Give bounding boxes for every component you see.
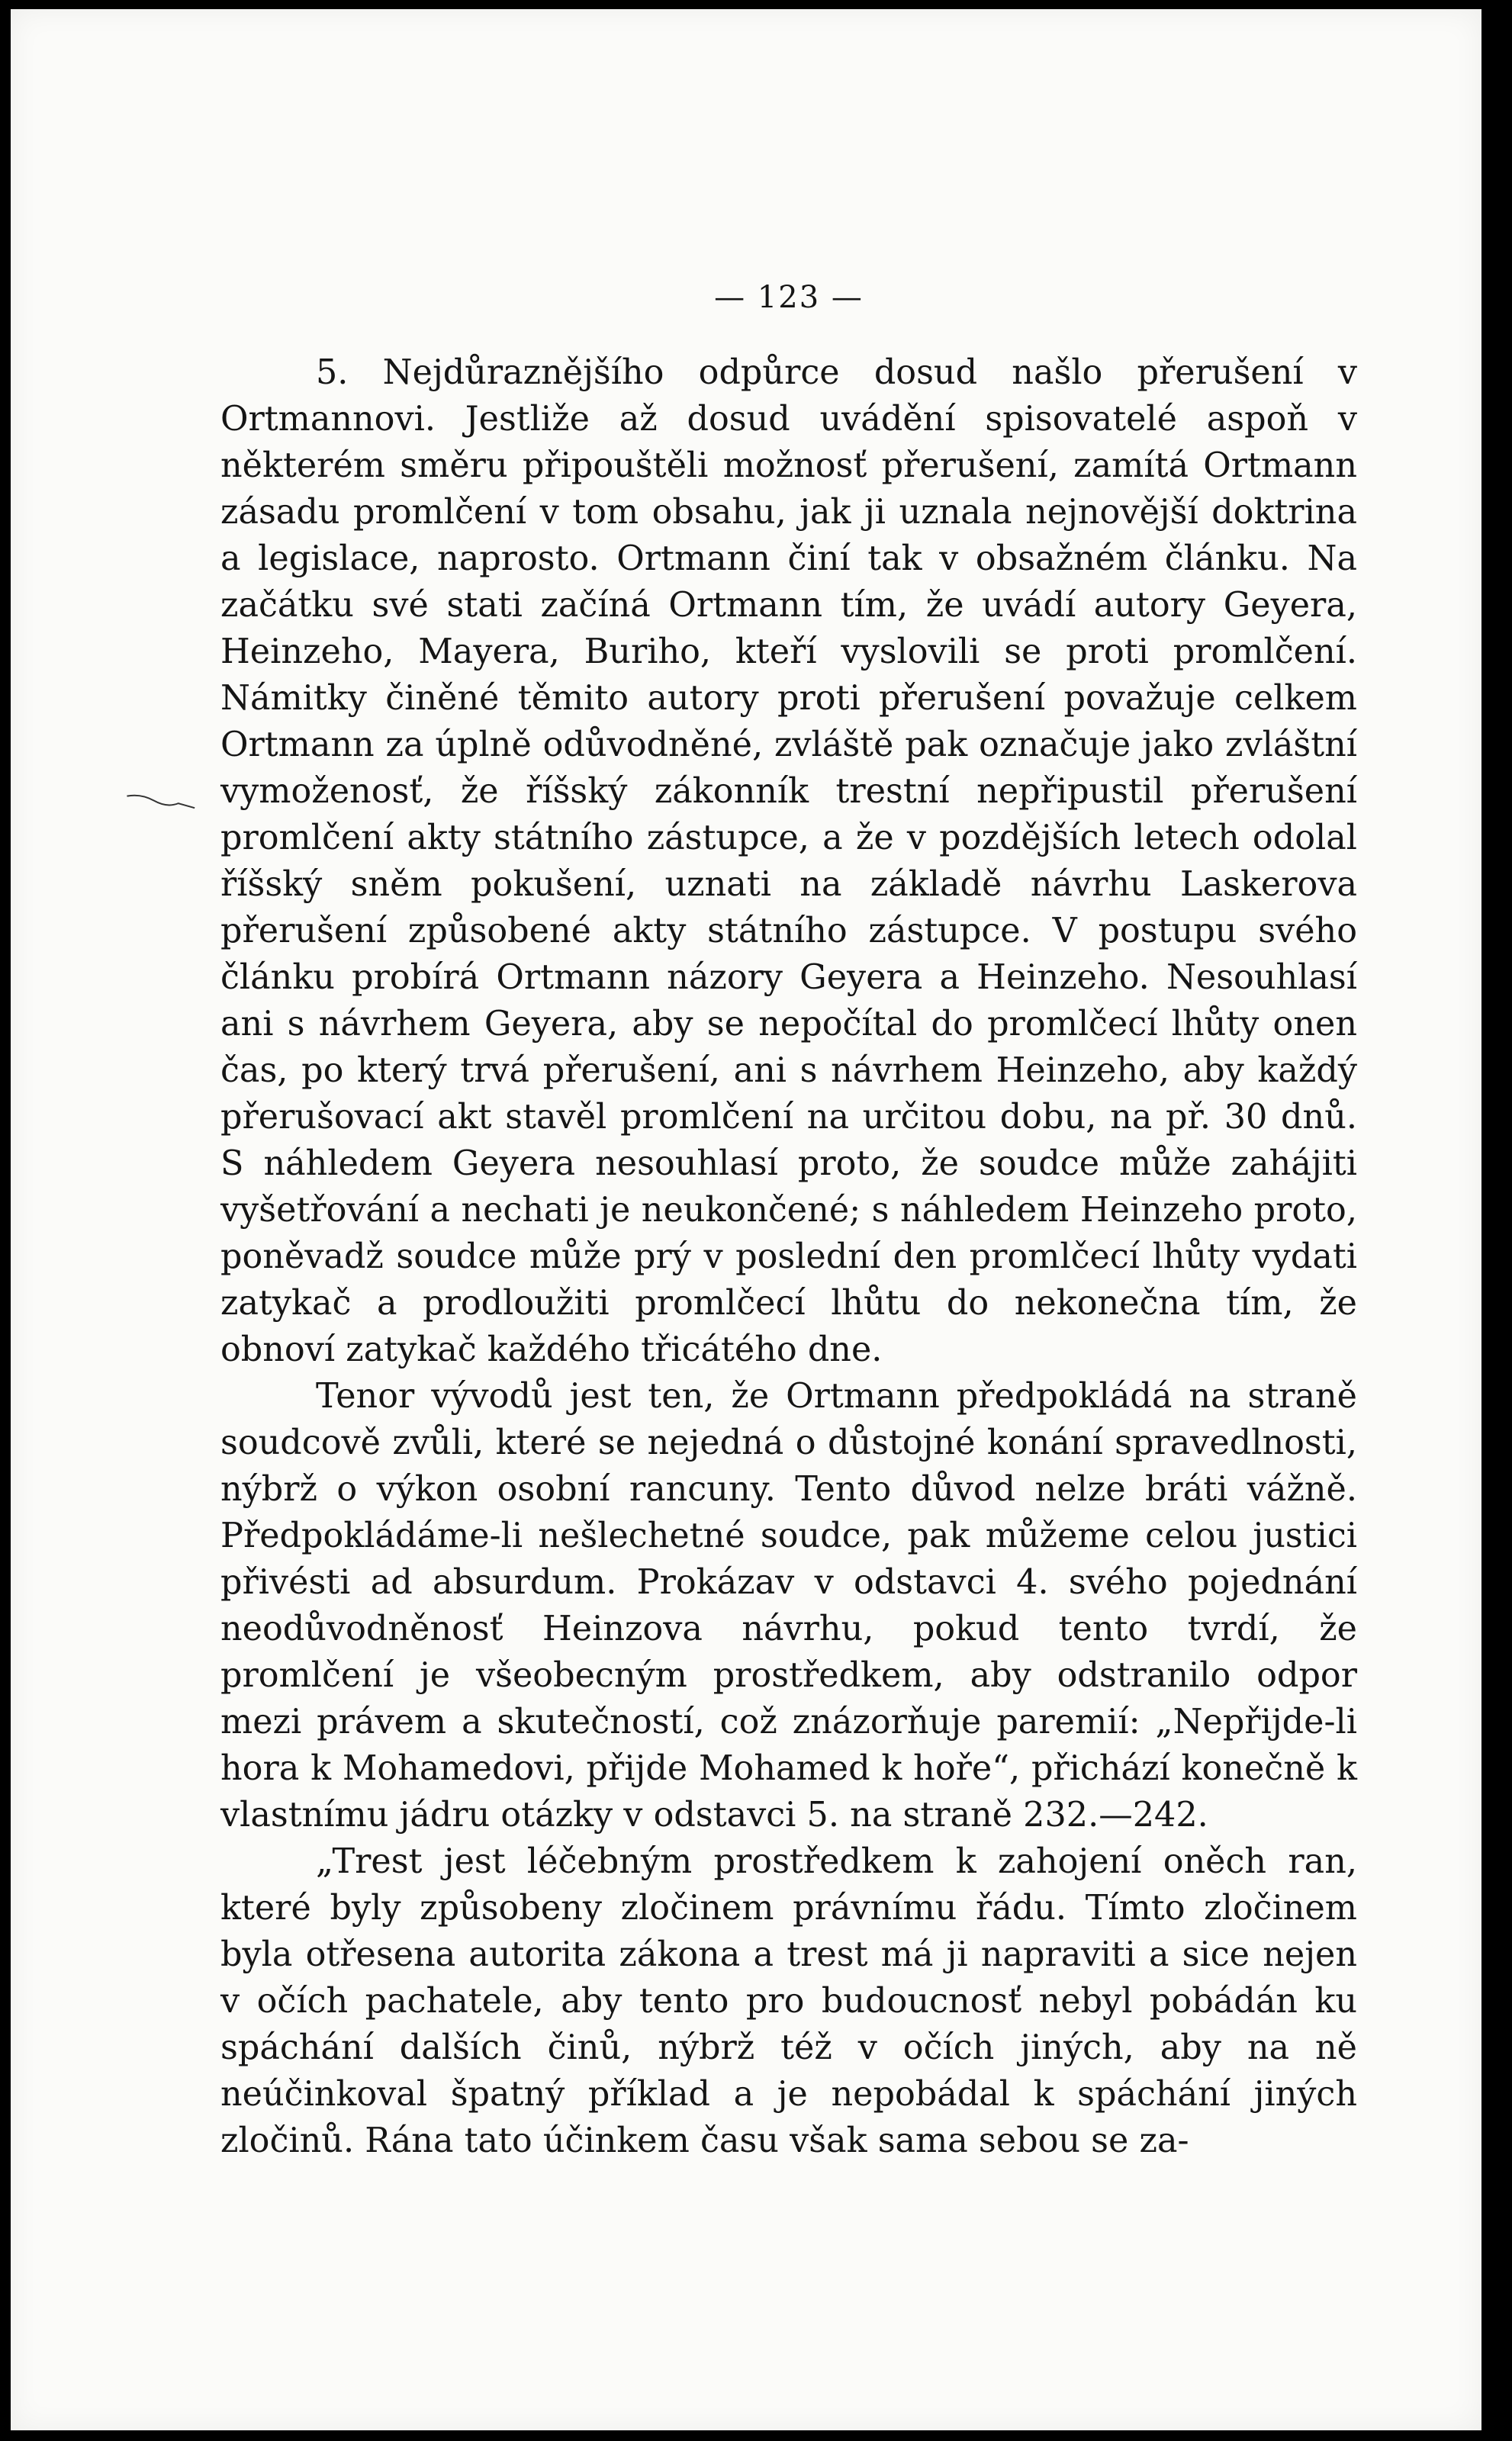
scanned-page (11, 9, 1481, 2430)
paragraph-1: 5. Nejdůraznějšího odpůrce dosud našlo přerušení v Ortmannovi. Jestliže až dosud uvádění spisovatelé aspoň v některém směru připouštěli možnosť přerušení, zamítá Ortmann zásadu promlčení v tom obsahu, jak ji uznala nejnovější doktrina a legislace, naprosto. Ortmann činí tak v obsažném článku. Na začátku své stati začíná Ortmann tím, že uvádí autory Geyera, Heinzeho, Mayera, Buriho, kteří vyslovili se proti promlčení. Námitky činěné těmito autory proti přerušení považuje celkem Ortmann za úplně odůvodněné, zvláště pak označuje jako zvláštní vymoženosť, že říšský zákonník trestní nepřipustil přerušení promlčení akty státního zástupce, a že v pozdějších letech odolal říšský sněm pokušení, uznati na základě návrhu Laskerova přerušení způsobené akty státního zástupce. V postupu svého článku probírá Ortmann názory Geyera a Heinzeho. Nesouhlasí ani s návrhem Geyera, aby se nepočítal do promlčecí lhůty onen čas, po který trvá přerušení, ani s návrhem Heinzeho, aby každý přerušovací akt stavěl promlčení na určitou dobu, na př. 30 dnů. S náhledem Geyera nesouhlasí proto, že soudce může zahájiti vyšetřování a nechati je neukončené; s náhledem Heinzeho proto, poněvadž soudce může prý v poslední den promlčecí lhůty vydati zatykač a prodloužiti promlčecí lhůtu do nekonečna tím, že obnoví zatykač každého třicátého dne. (220, 353, 1357, 1369)
paragraph-3: „Trest jest léčebným prostředkem k zahojení oněch ran, které byly způsobeny zločinem právnímu řádu. Tímto zločinem byla otřesena autorita zákona a trest má ji napraviti a sice nejen v očích pachatele, aby tento pro budoucnosť nebyl pobádán ku spáchání dalších činů, nýbrž též v očích jiných, aby na ně neúčinkoval špatný příklad a je nepobádal k spáchání jiných zločinů. Rána tato účinkem času však sama sebou se za- (220, 1842, 1357, 2160)
margin-pencil-mark (124, 790, 198, 812)
paragraph-2: Tenor vývodů jest ten, že Ortmann předpokládá na straně soudcově zvůli, které se nejedná o důstojné konání spravedlnosti, nýbrž o výkon osobní rancuny. Tento důvod nelze bráti vážně. Předpokládáme-li nešlechetné soudce, pak můžeme celou justici přivésti ad absurdum. Prokázav v odstavci 4. svého pojednání neodůvodněnosť Heinzova návrhu, pokud tento tvrdí, že promlčení je všeobecným prostředkem, aby odstranilo odpor mezi právem a skutečností, což znázorňuje paremií: „Nepřijde-li hora k Mohamedovi, přijde Mohamed k hoře“, přichází konečně k vlastnímu jádru otázky v odstavci 5. na straně 232.—242. (220, 1377, 1357, 1835)
page-number: — 123 — (714, 280, 864, 315)
scan-edge (1481, 0, 1512, 2441)
page-text (220, 280, 1357, 2164)
